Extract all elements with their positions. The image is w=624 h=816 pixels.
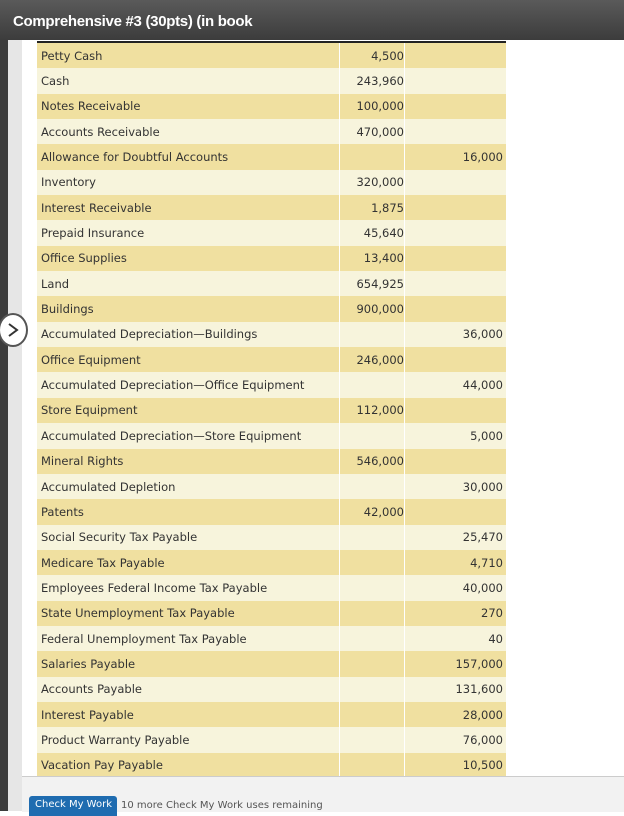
table-row	[37, 601, 506, 626]
spacer-cell	[405, 43, 416, 68]
table-row	[37, 43, 506, 68]
table-row	[37, 220, 506, 245]
credit-cell	[415, 347, 506, 372]
debit-cell: 112,000	[340, 398, 405, 423]
table-row	[37, 398, 506, 423]
table-row	[37, 677, 506, 702]
account-cell: Office Supplies	[37, 246, 340, 271]
credit-cell	[415, 296, 506, 321]
credit-cell	[415, 246, 506, 271]
debit-cell	[340, 753, 405, 778]
account-cell: State Unemployment Tax Payable	[37, 601, 340, 626]
debit-cell	[340, 474, 405, 499]
debit-cell: 13,400	[340, 246, 405, 271]
table-row	[37, 575, 506, 600]
table-row	[37, 246, 506, 271]
spacer-cell	[405, 170, 416, 195]
table-row	[37, 170, 506, 195]
account-cell: Petty Cash	[37, 43, 340, 68]
debit-cell: 100,000	[340, 94, 405, 119]
account-cell: Allowance for Doubtful Accounts	[37, 144, 340, 169]
table-row	[37, 727, 506, 752]
table-row	[37, 119, 506, 144]
account-cell: Accumulated Depletion	[37, 474, 340, 499]
table-row	[37, 499, 506, 524]
table-row	[37, 550, 506, 575]
spacer-cell	[405, 423, 416, 448]
table-row	[37, 474, 506, 499]
table-row	[37, 372, 506, 397]
spacer-cell	[405, 68, 416, 93]
credit-cell: 28,000	[415, 702, 506, 727]
credit-cell: 36,000	[415, 322, 506, 347]
spacer-cell	[405, 626, 416, 651]
spacer-cell	[405, 601, 416, 626]
credit-cell: 16,000	[415, 144, 506, 169]
account-cell: Social Security Tax Payable	[37, 525, 340, 550]
account-cell: Accounts Receivable	[37, 119, 340, 144]
spacer-cell	[405, 651, 416, 676]
table-row	[37, 322, 506, 347]
credit-cell: 44,000	[415, 372, 506, 397]
credit-cell: 25,470	[415, 525, 506, 550]
credit-cell	[415, 170, 506, 195]
account-cell: Accounts Payable	[37, 677, 340, 702]
spacer-cell	[405, 677, 416, 702]
account-cell: Mineral Rights	[37, 449, 340, 474]
account-cell: Employees Federal Income Tax Payable	[37, 575, 340, 600]
check-my-work-button[interactable]: Check My Work	[29, 796, 117, 816]
account-cell: Vacation Pay Payable	[37, 753, 340, 778]
table-row	[37, 626, 506, 651]
table-row	[37, 347, 506, 372]
account-cell: Inventory	[37, 170, 340, 195]
account-cell: Interest Payable	[37, 702, 340, 727]
spacer-cell	[405, 727, 416, 752]
debit-cell: 654,925	[340, 271, 405, 296]
debit-cell	[340, 626, 405, 651]
account-cell: Salaries Payable	[37, 651, 340, 676]
credit-cell: 76,000	[415, 727, 506, 752]
table-row	[37, 702, 506, 727]
debit-cell	[340, 372, 405, 397]
debit-cell	[340, 727, 405, 752]
table-row	[37, 525, 506, 550]
spacer-cell	[405, 220, 416, 245]
credit-cell: 10,500	[415, 753, 506, 778]
account-cell: Product Warranty Payable	[37, 727, 340, 752]
credit-cell	[415, 271, 506, 296]
spacer-cell	[405, 702, 416, 727]
credit-cell: 157,000	[415, 651, 506, 676]
spacer-cell	[405, 246, 416, 271]
credit-cell: 30,000	[415, 474, 506, 499]
account-cell: Patents	[37, 499, 340, 524]
debit-cell	[340, 322, 405, 347]
spacer-cell	[405, 119, 416, 144]
debit-cell	[340, 601, 405, 626]
debit-cell: 470,000	[340, 119, 405, 144]
debit-cell: 4,500	[340, 43, 405, 68]
debit-cell: 1,875	[340, 195, 405, 220]
credit-cell: 40,000	[415, 575, 506, 600]
debit-cell: 243,960	[340, 68, 405, 93]
debit-cell	[340, 651, 405, 676]
debit-cell: 246,000	[340, 347, 405, 372]
table-row	[37, 449, 506, 474]
credit-cell	[415, 449, 506, 474]
spacer-cell	[405, 94, 416, 119]
account-cell: Land	[37, 271, 340, 296]
table-row	[37, 94, 506, 119]
account-cell: Accumulated Depreciation—Office Equipment	[37, 372, 340, 397]
table-row	[37, 296, 506, 321]
table-row	[37, 753, 506, 778]
credit-cell	[415, 68, 506, 93]
spacer-cell	[405, 525, 416, 550]
account-cell: Notes Receivable	[37, 94, 340, 119]
credit-cell: 40	[415, 626, 506, 651]
trial-balance-table	[37, 41, 506, 778]
debit-cell: 45,640	[340, 220, 405, 245]
debit-cell	[340, 550, 405, 575]
credit-cell	[415, 499, 506, 524]
spacer-cell	[405, 296, 416, 321]
credit-cell	[415, 398, 506, 423]
debit-cell: 546,000	[340, 449, 405, 474]
spacer-cell	[405, 322, 416, 347]
credit-cell	[415, 94, 506, 119]
account-cell: Cash	[37, 68, 340, 93]
account-cell: Medicare Tax Payable	[37, 550, 340, 575]
spacer-cell	[405, 144, 416, 169]
credit-cell: 4,710	[415, 550, 506, 575]
spacer-cell	[405, 550, 416, 575]
frame-edge	[0, 40, 8, 811]
debit-cell	[340, 525, 405, 550]
debit-cell	[340, 144, 405, 169]
spacer-cell	[405, 195, 416, 220]
spacer-cell	[405, 753, 416, 778]
spacer-cell	[405, 347, 416, 372]
debit-cell	[340, 677, 405, 702]
spacer-cell	[405, 271, 416, 296]
debit-cell	[340, 423, 405, 448]
spacer-cell	[405, 449, 416, 474]
debit-cell: 320,000	[340, 170, 405, 195]
credit-cell: 131,600	[415, 677, 506, 702]
remaining-uses-text: 10 more Check My Work uses remaining	[121, 800, 323, 811]
account-cell: Accumulated Depreciation—Store Equipment	[37, 423, 340, 448]
table-row	[37, 271, 506, 296]
credit-cell	[415, 195, 506, 220]
account-cell: Prepaid Insurance	[37, 220, 340, 245]
credit-cell: 270	[415, 601, 506, 626]
debit-cell	[340, 702, 405, 727]
spacer-cell	[405, 499, 416, 524]
account-cell: Office Equipment	[37, 347, 340, 372]
account-cell: Store Equipment	[37, 398, 340, 423]
credit-cell	[415, 43, 506, 68]
account-cell: Federal Unemployment Tax Payable	[37, 626, 340, 651]
spacer-cell	[405, 575, 416, 600]
spacer-cell	[405, 372, 416, 397]
table-row	[37, 423, 506, 448]
account-cell: Accumulated Depreciation—Buildings	[37, 322, 340, 347]
debit-cell: 42,000	[340, 499, 405, 524]
table-row	[37, 68, 506, 93]
table-row	[37, 195, 506, 220]
spacer-cell	[405, 474, 416, 499]
account-cell: Buildings	[37, 296, 340, 321]
account-cell: Interest Receivable	[37, 195, 340, 220]
credit-cell: 5,000	[415, 423, 506, 448]
credit-cell	[415, 220, 506, 245]
debit-cell: 900,000	[340, 296, 405, 321]
chevron-right-icon	[6, 322, 20, 338]
debit-cell	[340, 575, 405, 600]
title-bar	[0, 0, 624, 40]
table-row	[37, 144, 506, 169]
credit-cell	[415, 119, 506, 144]
spacer-cell	[405, 398, 416, 423]
table-row	[37, 651, 506, 676]
window-title: Comprehensive #3 (30pts) (in book	[13, 13, 253, 30]
